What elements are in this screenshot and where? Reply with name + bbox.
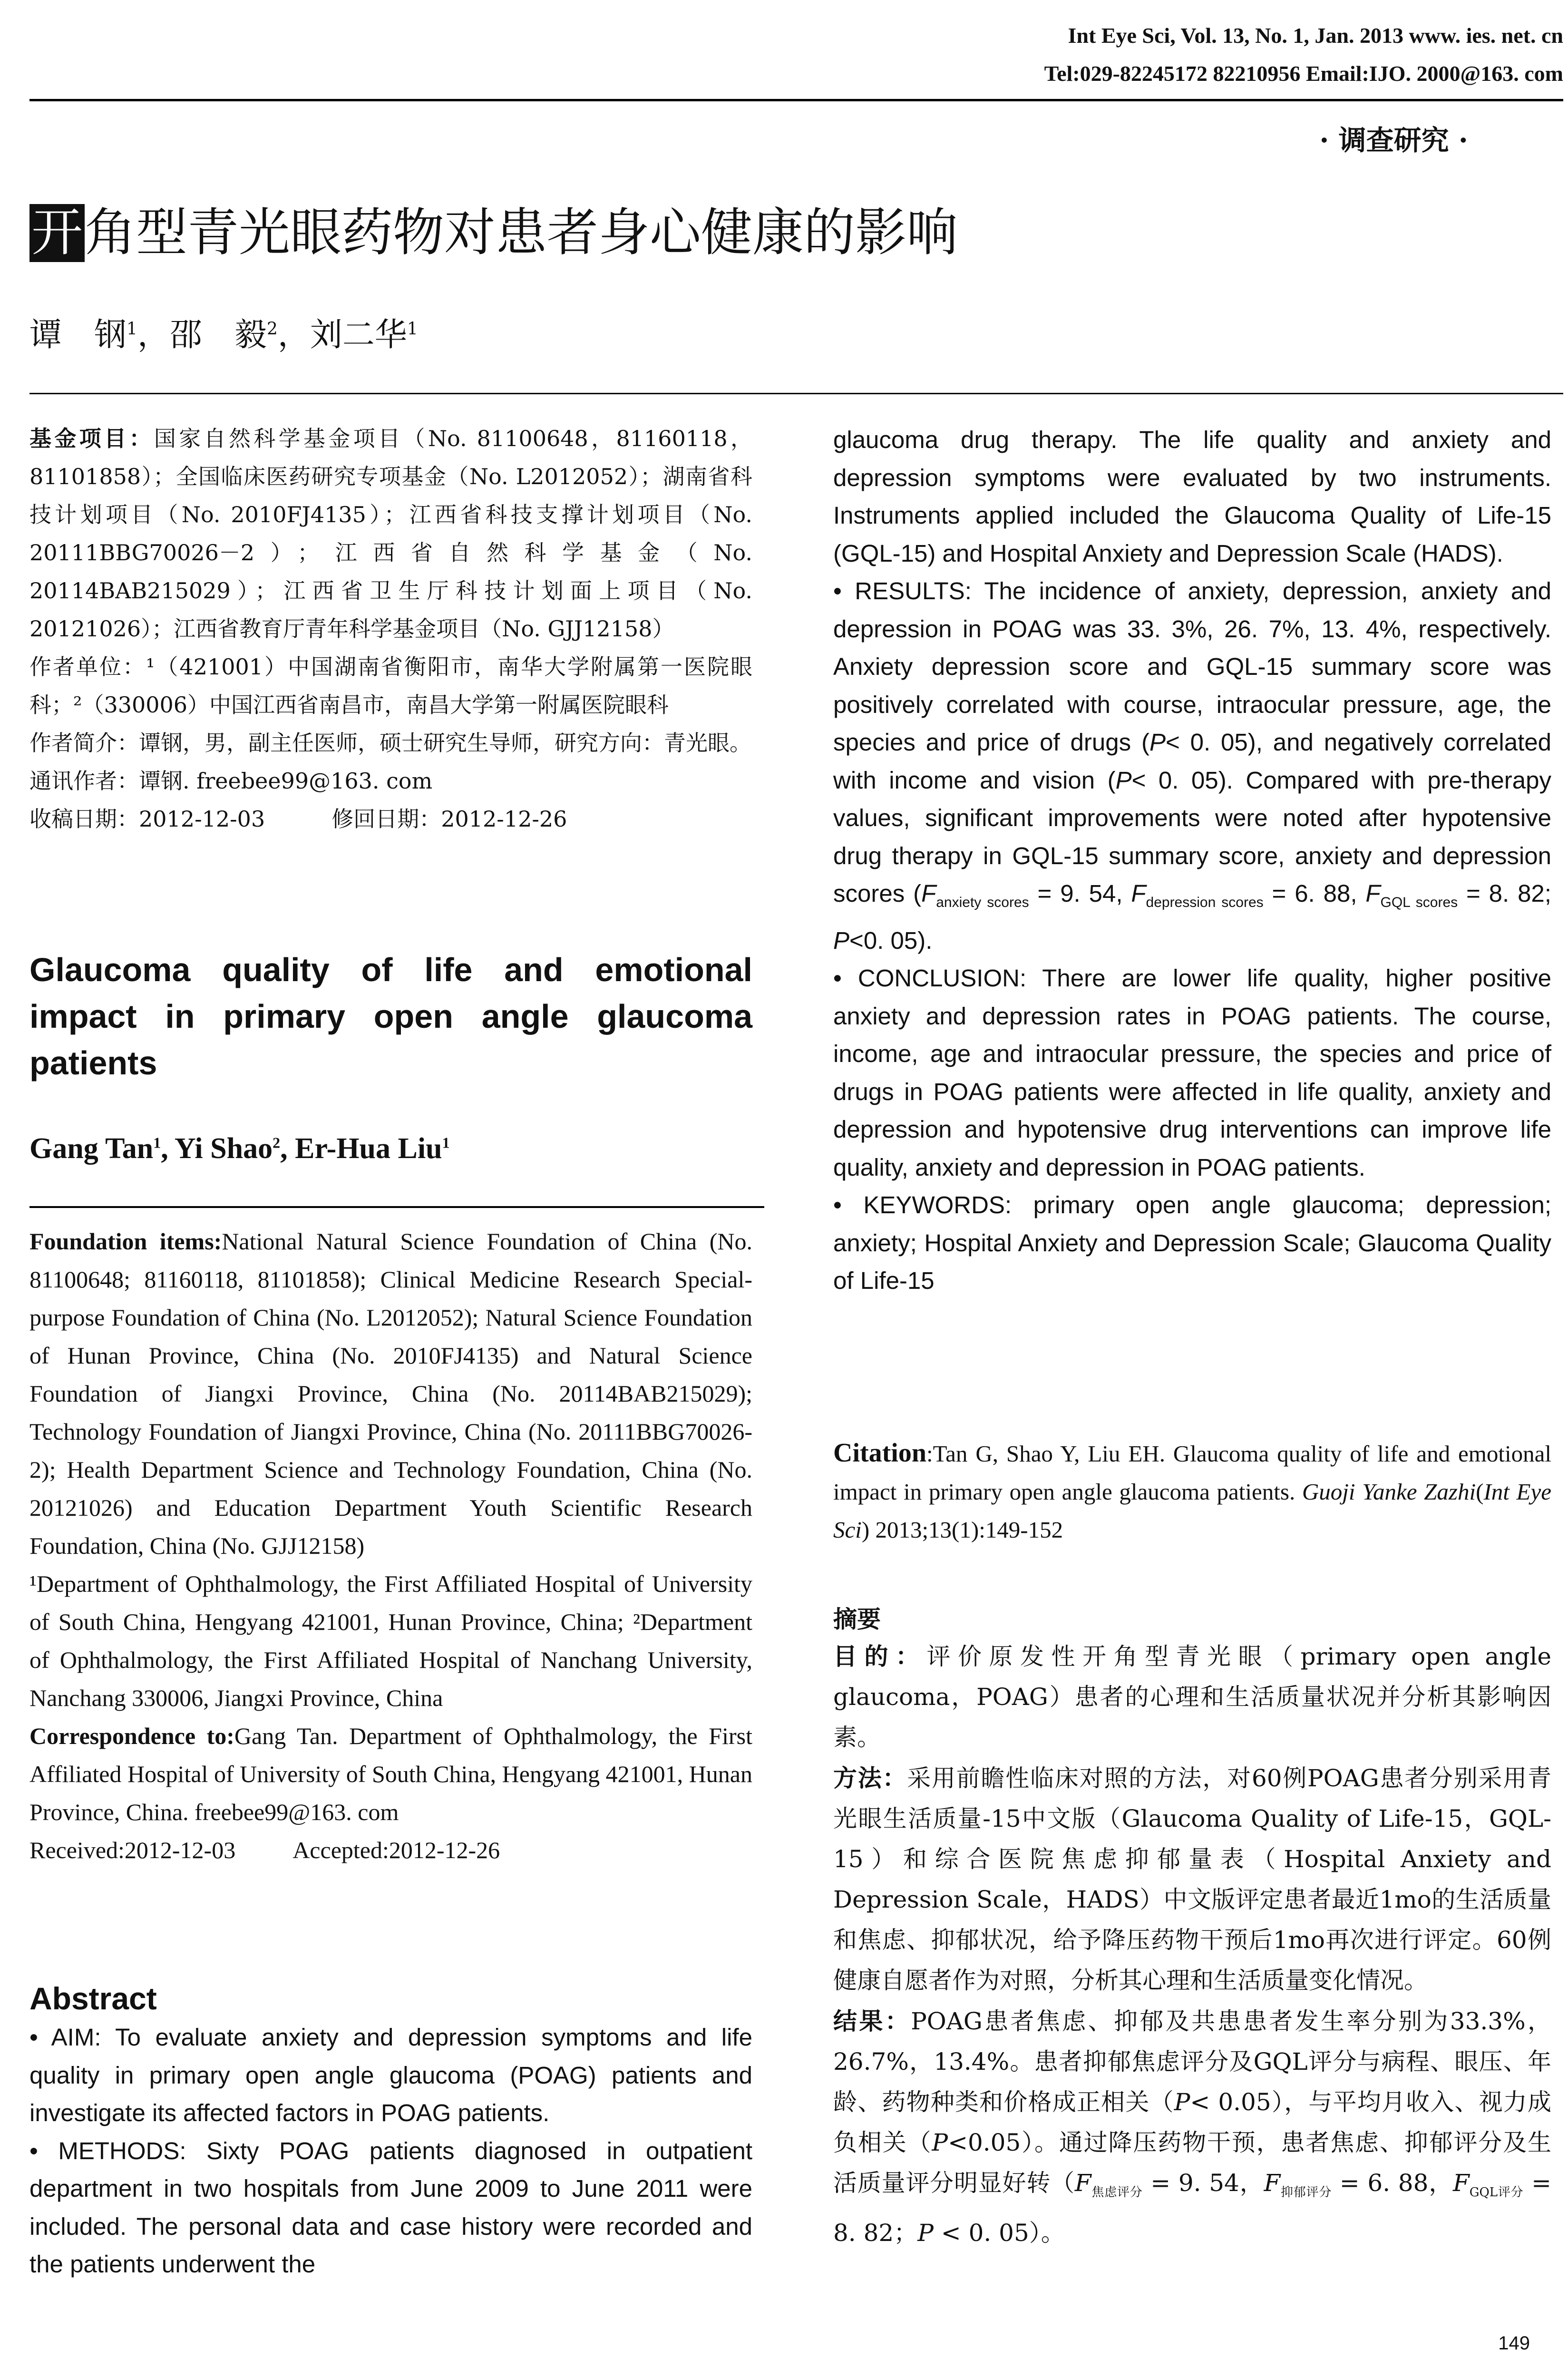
abstract-methods-start: • METHODS: Sixty POAG patients diagnosed in outpatient department in two hospitals from June 2009 to June 2011 were included. The personal data and case history were recorded and the patients underwent the	[29, 2137, 752, 2278]
article-title	[29, 200, 958, 266]
authors-cn	[29, 309, 418, 355]
author-en-2: , Yi Shao	[161, 1132, 273, 1165]
citation-text: :Tan G, Shao Y, Liu EH. Glaucoma quality of life and emotional impact in primary open angle glaucoma patients.	[833, 1441, 1551, 1505]
abstract-left-block	[29, 2018, 752, 2283]
en-accepted: Accepted:2012-12-26	[292, 1837, 500, 1863]
cn-unit-text: ¹（421001）中国湖南省衡阳市，南华大学附属第一医院眼科；²（330006）中国江西省南昌市，南昌大学第一附属医院眼科	[29, 654, 753, 718]
abstract-heading: Abstract	[29, 1981, 157, 2016]
cn-received-label: 收稿日期：	[29, 806, 139, 832]
abstract-keywords: • KEYWORDS: primary open angle glaucoma; depression; anxiety; Hospital Anxiety and Depression Scale; Glaucoma Quality of Life-15	[833, 1191, 1551, 1295]
cn-unit-label: 作者单位：	[29, 654, 146, 680]
page-number: 149	[1498, 2333, 1530, 2354]
en-dates-paragraph	[29, 1831, 752, 1869]
en-corr-paragraph	[29, 1717, 752, 1831]
abstract-aim: • AIM: To evaluate anxiety and depression symptoms and life quality in primary open angle glaucoma (POAG) patients and investigate its affected factors in POAG patients.	[29, 2024, 752, 2126]
title-rest: 角型青光眼药物对患者身心健康的影响	[85, 203, 958, 263]
author-en-2-sup: 2	[273, 1134, 281, 1151]
cn-abstract-method: 方法：采用前瞻性临床对照的方法，对60例POAG患者分别采用青光眼生活质量-15中文版（Glaucoma Quality of Life-15，GQL-15）和综合医院焦虑抑郁量表（Hospital Anxiety and Depression Scale，HADS）中文版评定患者最近1mo的生活质量和焦虑、抑郁状况，给予降压药物干预后1mo再次进行评定。60例健康自愿者作为对照，分析其心理和生活质量变化情况。	[833, 1764, 1552, 1994]
author-en-3: , Er-Hua Liu	[280, 1132, 442, 1165]
cn-abstract-aim: 目的：评价原发性开角型青光眼（primary open angle glaucoma，POAG）患者的心理和生活质量状况并分析其影响因素。	[833, 1642, 1552, 1751]
en-fund-text: National Natural Science Foundation of China (No. 81100648; 81160118, 81101858); Clinical Medicine Research Special-purpose Foundation of China (No. L2012052); Natural Science Foundation of Hunan Province, China (No. 2010FJ4135) and Natural Science Foundation of Jiangxi Province, China (No. 20114BAB215029); Technology Foundation of Jiangxi Province, China (No. 20111BBG70026-2); Health Department Science and Technology Foundation, China (No. 20121026) and Education Department Youth Scientific Research Foundation, China (No. GJJ12158)	[29, 1228, 752, 1559]
header-rule	[29, 99, 1563, 101]
en-dept-paragraph: ¹Department of Ophthalmology, the First Affiliated Hospital of University of South China, Hengyang 421001, Hunan Province, China; ²Department of Ophthalmology, the First Affiliated Hospital of Nanchang University, Nanchang 330006, Jiangxi Province, China	[29, 1570, 752, 1711]
cn-intro-paragraph	[29, 724, 752, 762]
en-corr-text: Gang Tan. Department of Ophthalmology, the First Affiliated Hospital of University of South China, Hengyang 421001, Hunan Province, China. freebee99@163. com	[29, 1723, 752, 1825]
cn-revised-label: 修回日期：	[331, 806, 441, 832]
authors-rule	[29, 1206, 764, 1208]
en-fund-paragraph	[29, 1222, 752, 1565]
title-rule	[29, 393, 1563, 394]
cn-intro-label: 作者简介：	[29, 730, 139, 756]
abstract-conclusion: • CONCLUSION: There are lower life quality, higher positive anxiety and depression rates in POAG patients. The course, income, age and intraocular pressure, the species and price of drugs in POAG patients were affected in life quality, anxiety and depression and hypotensive drug interventions can improve life quality, anxiety and depression in POAG patients.	[833, 964, 1551, 1181]
english-title: Glaucoma quality of life and emotional impact in primary open angle glaucoma patients	[29, 951, 752, 1081]
abstract-right-block	[833, 421, 1551, 1300]
cn-intro-text: 谭钢，男，副主任医师，硕士研究生导师，研究方向：青光眼。	[139, 730, 751, 756]
abstract-methods-cont: glaucoma drug therapy. The life quality and anxiety and depression symptoms were evaluated by two instruments. Instruments applied included the Glaucoma Quality of Life-15 (GQL-15) and Hospital Anxiety and Depression Scale (HADS).	[833, 426, 1551, 567]
cn-abstract-block	[833, 1636, 1551, 2253]
section-label: · 调查研究 ·	[1319, 124, 1468, 156]
author-cn-3: ，刘二华	[277, 316, 407, 354]
cn-corr-label: 通讯作者：	[29, 768, 139, 794]
author-cn-1-sup: 1	[127, 319, 137, 339]
title-initial-char: 开	[29, 204, 85, 262]
en-corr-label: Correspondence to:	[29, 1723, 234, 1749]
cn-fund-label: 基金项目：	[29, 426, 154, 451]
cn-fund-paragraph	[29, 419, 752, 648]
en-received: Received:2012-12-03	[29, 1837, 236, 1863]
cn-abstract-result: 结果：POAG患者焦虑、抑郁及共患患者发生率分别为33.3%，26.7%，13.4%。患者抑郁焦虑评分及GQL评分与病程、眼压、年龄、药物种类和价格成正相关（P< 0.05），与平均月收入、视力成负相关（P<0.05）。通过降压药物干预，患者焦虑、抑郁评分及生活质量评分明显好转（$F_{焦虑评分} = 9$. 54，$F_{抑郁评分} = 6$. 88，$F_{GQL评分} = 8$. 82；P < 0. 05）。	[833, 2007, 1552, 2247]
cn-corr-text: 谭钢. freebee99@163. com	[139, 768, 433, 794]
author-en-1: Gang Tan	[29, 1132, 154, 1165]
cn-abstract-heading: 摘要	[833, 1606, 881, 1633]
citation-volume: ) 2013;13(1):149-152	[861, 1517, 1063, 1543]
journal-header-line2: Tel:029-82245172 82210956 Email:IJO. 2000@163. com	[1044, 61, 1563, 86]
authors-en	[29, 1132, 752, 1166]
author-cn-2-sup: 2	[266, 319, 278, 339]
cn-dates-paragraph	[29, 800, 752, 838]
cn-revised-date: 2012-12-26	[441, 806, 567, 832]
cn-metadata-block	[29, 419, 752, 838]
citation-label: Citation	[833, 1438, 926, 1468]
citation-journal: Guoji Yanke Zazhi	[1302, 1479, 1476, 1505]
en-fund-label: Foundation items:	[29, 1228, 222, 1255]
journal-header-line1: Int Eye Sci, Vol. 13, No. 1, Jan. 2013 www. ies. net. cn	[1068, 23, 1563, 48]
citation-journal-en: Int Eye Sci	[833, 1479, 1551, 1543]
cn-unit-paragraph	[29, 648, 752, 724]
en-metadata-block	[29, 1222, 752, 1869]
cn-received-date: 2012-12-03	[139, 806, 265, 832]
author-en-1-sup: 1	[153, 1134, 161, 1151]
cn-corr-paragraph	[29, 762, 752, 800]
citation-block: Citation:Tan G, Shao Y, Liu EH. Glaucoma quality of life and emotional impact in primary open angle glaucoma patients. Guoji Yanke Zazhi(Int Eye Sci) 2013;13(1):149-152	[833, 1438, 1551, 1543]
author-cn-3-sup: 1	[407, 319, 418, 339]
author-cn-2: ，邵 毅	[137, 316, 267, 354]
author-en-3-sup: 1	[442, 1134, 450, 1151]
author-cn-1: 谭 钢	[29, 316, 127, 354]
abstract-results: • RESULTS: The incidence of anxiety, depression, anxiety and depression in POAG was 33. 3%, 26. 7%, 13. 4%, respectively. Anxiety depression score and GQL-15 summary score was positively correlated with course, intraocular pressure, age, the species and price of drugs (P< 0. 05), and negatively correlated with income and vision (P< 0. 05). Compared with pre-therapy values, significant improvements were noted after hypotensive drug therapy in GQL-15 summary score, anxiety and depression scores ($F_{anxiety scores} = 9$. 54, $F_{depression scores} = 6$. 88, $F_{GQL scores} = 8$. 82; P<0. 05).	[833, 577, 1551, 954]
cn-fund-text: 国家自然科学基金项目（No. 81100648，81160118，81101858）；全国临床医药研究专项基金（No. L2012052）；湖南省科技计划项目（No. 2010FJ4135）；江西省科技支撑计划项目（No. 20111BBG70026－2）；江西省自然科学基金（No. 20114BAB215029）；江西省卫生厅科技计划面上项目（No. 20121026）；江西省教育厅青年科学基金项目（No. GJJ12158）	[29, 426, 752, 642]
